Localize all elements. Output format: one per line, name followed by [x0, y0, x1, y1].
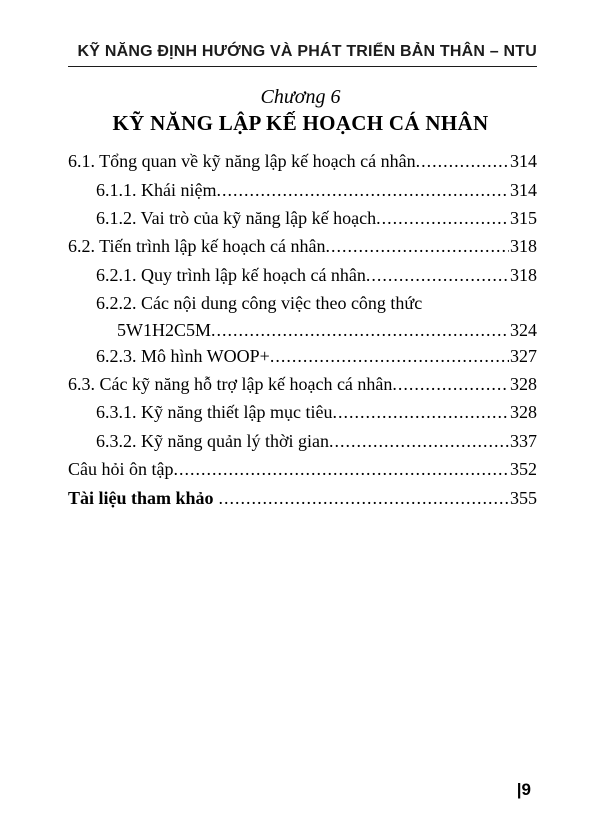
chapter-title: KỸ NĂNG LẬP KẾ HOẠCH CÁ NHÂN: [112, 111, 489, 136]
toc-row: [68, 484, 537, 512]
toc-entry-label-continuation: 5W1H2C5M: [117, 319, 211, 340]
toc-page-number: 318: [510, 236, 537, 257]
toc-page-number: 337: [510, 430, 537, 451]
dot-leader: [211, 318, 509, 342]
toc-entry-label: 6.1. Tổng quan về kỹ năng lập kế hoạch cá nhân: [68, 151, 416, 172]
toc-entry-label: 6.1.2. Vai trò của kỹ năng lập kế hoạch: [96, 208, 377, 228]
toc-page-number: 328: [510, 374, 537, 395]
dot-leader: [174, 455, 510, 483]
dot-leader: [216, 176, 509, 204]
dot-leader: [376, 204, 509, 232]
toc-entry-label: 6.2.3. Mô hình WOOP+: [96, 345, 270, 366]
toc-entry-label: Tài liệu tham khảo: [68, 487, 214, 508]
toc-page-number: 324: [510, 319, 537, 340]
toc-page-number: 328: [510, 402, 537, 423]
running-header: [68, 42, 537, 67]
toc-row-wrapped-line2: [68, 318, 537, 342]
toc-entry-label: 6.1.1. Khái niệm: [96, 179, 217, 200]
toc-page-number: 314: [510, 151, 537, 172]
toc-page-number: 315: [510, 208, 537, 228]
dot-leader: [270, 342, 509, 370]
chapter-label: Chương 6: [260, 86, 341, 109]
toc-row: [68, 370, 537, 398]
toc-page-number: 314: [510, 179, 537, 200]
toc-entry-label: 6.3.1. Kỹ năng thiết lập mục tiêu: [96, 402, 333, 423]
toc-entry-label: 6.2.2. Các nội dung công việc theo công thức: [96, 293, 423, 314]
toc-entry-label: 6.2. Tiến trình lập kế hoạch cá nhân: [68, 236, 326, 257]
toc-page-number: 318: [510, 264, 537, 285]
toc-row: [68, 204, 537, 232]
toc-row: [68, 147, 537, 175]
toc-entry-label: Câu hỏi ôn tập: [68, 459, 174, 480]
toc-page-number: 327: [510, 345, 537, 366]
toc-entry-label: 6.3. Các kỹ năng hỗ trợ lập kế hoạch cá nhân: [68, 374, 393, 395]
dot-leader: [219, 484, 509, 512]
toc-row: [68, 176, 537, 204]
dot-leader: [332, 398, 509, 426]
toc-row: [68, 232, 537, 260]
toc-row-wrapped-line1: [68, 289, 537, 317]
toc-page-number: 355: [510, 487, 537, 508]
toc-row: [68, 398, 537, 426]
dot-leader: [329, 427, 509, 455]
table-of-contents: [68, 147, 537, 512]
dot-leader: [325, 232, 509, 260]
footer-page-number: |9: [516, 780, 531, 799]
running-header-title: KỸ NĂNG ĐỊNH HƯỚNG VÀ PHÁT TRIỂN BẢN THÂN – NTU: [77, 43, 537, 60]
toc-row: [68, 342, 537, 370]
dot-leader: [366, 261, 509, 289]
dot-leader: [416, 147, 509, 175]
dot-leader: [392, 370, 509, 398]
toc-row: [68, 455, 537, 483]
toc-page-number: 352: [510, 459, 537, 480]
toc-row: [68, 261, 537, 289]
toc-entry-label: 6.3.2. Kỹ năng quản lý thời gian: [96, 430, 329, 451]
toc-entry-label: 6.2.1. Quy trình lập kế hoạch cá nhân: [96, 264, 366, 285]
toc-row: [68, 427, 537, 455]
